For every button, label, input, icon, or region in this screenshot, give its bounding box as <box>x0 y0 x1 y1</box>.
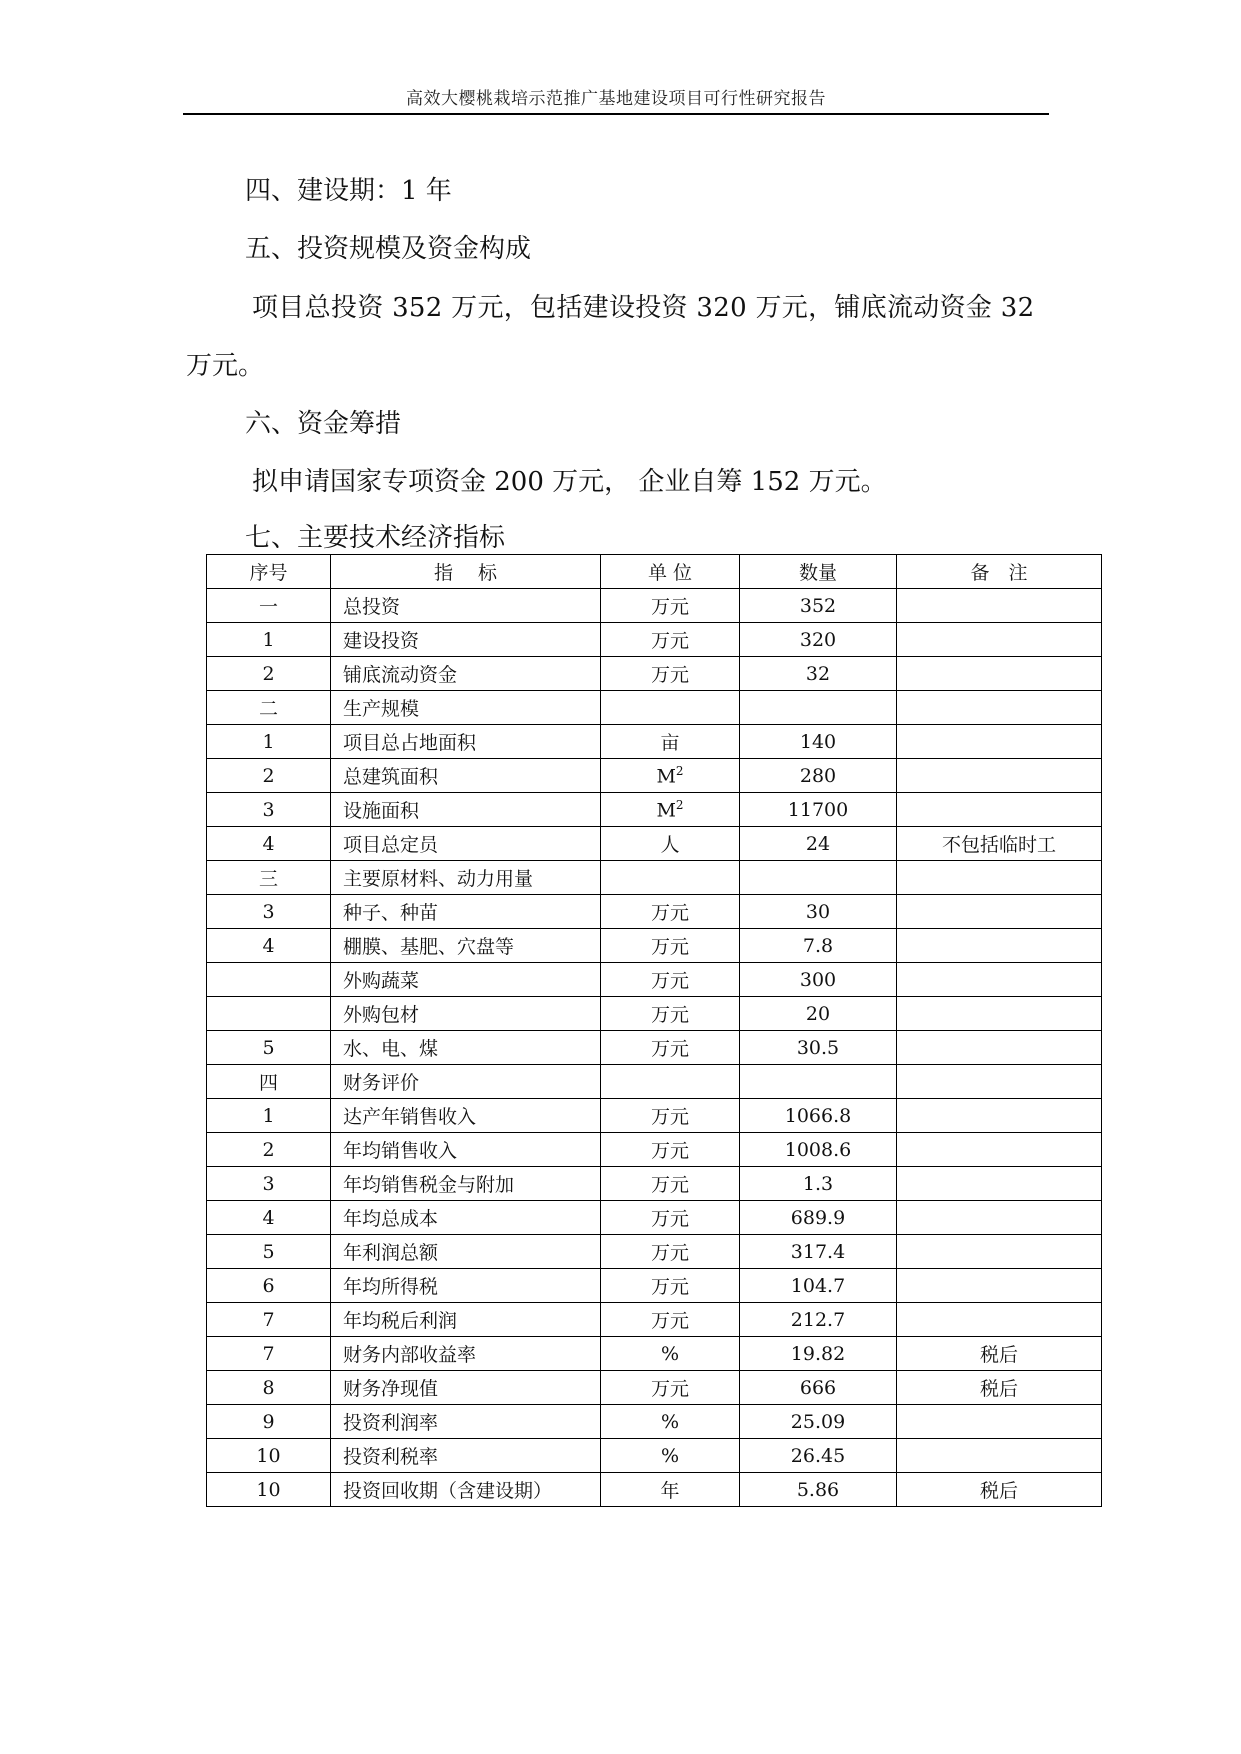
cell-serial <box>207 589 331 623</box>
table-row <box>207 1439 1102 1473</box>
cell-note <box>897 759 1102 793</box>
table-row <box>207 691 1102 725</box>
cell-unit-text: 万元 <box>650 902 689 924</box>
cell-unit <box>601 691 740 725</box>
cell-note <box>897 1235 1102 1269</box>
cell-quantity-text: 212.7 <box>790 1308 846 1331</box>
cell-indicator-text: 财务内部收益率 <box>343 1344 477 1366</box>
cell-indicator-text: 投资利税率 <box>343 1446 439 1468</box>
cell-serial-text: 9 <box>262 1410 275 1433</box>
cell-unit <box>601 1269 740 1303</box>
cell-quantity-text: 352 <box>799 594 837 617</box>
cell-indicator-text: 投资回收期（含建设期） <box>343 1480 553 1502</box>
cell-quantity-text: 26.45 <box>790 1444 846 1467</box>
cell-quantity <box>740 895 897 929</box>
cell-serial-text: 2 <box>262 1138 275 1161</box>
cell-indicator <box>331 759 601 793</box>
cell-serial-text: 4 <box>262 934 275 957</box>
cell-note <box>897 1031 1102 1065</box>
cell-serial <box>207 1099 331 1133</box>
cell-quantity-text: 104.7 <box>790 1274 846 1297</box>
table-row <box>207 861 1102 895</box>
cell-unit <box>601 623 740 657</box>
cell-quantity <box>740 929 897 963</box>
cell-quantity <box>740 793 897 827</box>
cell-serial <box>207 997 331 1031</box>
cell-serial-text: 一 <box>258 596 278 618</box>
cell-quantity-text: 689.9 <box>790 1206 846 1229</box>
cell-note <box>897 997 1102 1031</box>
cell-serial-text: 5 <box>262 1036 275 1059</box>
cell-unit <box>601 1235 740 1269</box>
cell-indicator <box>331 997 601 1031</box>
cell-quantity-text: 25.09 <box>790 1410 846 1433</box>
cell-unit-text: 万元 <box>650 1140 689 1162</box>
cell-quantity <box>740 963 897 997</box>
cell-serial-text: 4 <box>262 1206 275 1229</box>
cell-unit <box>601 929 740 963</box>
cell-quantity <box>740 1269 897 1303</box>
cell-quantity <box>740 1235 897 1269</box>
cell-indicator <box>331 1303 601 1337</box>
cell-serial <box>207 1269 331 1303</box>
cell-indicator <box>331 861 601 895</box>
cell-unit <box>601 1473 740 1507</box>
cell-unit-text: 万元 <box>650 1106 689 1128</box>
cell-serial <box>207 1439 331 1473</box>
cell-indicator-text: 年利润总额 <box>343 1242 439 1264</box>
table-row <box>207 997 1102 1031</box>
table-row <box>207 589 1102 623</box>
cell-indicator-text: 棚膜、基肥、穴盘等 <box>343 936 515 958</box>
cell-indicator <box>331 725 601 759</box>
cell-quantity-text: 7.8 <box>802 934 834 957</box>
cell-quantity <box>740 1371 897 1405</box>
cell-unit <box>601 895 740 929</box>
cell-serial-text: 10 <box>256 1444 281 1467</box>
header-indicator: 指 标 <box>331 555 601 589</box>
cell-serial <box>207 827 331 861</box>
cell-unit <box>601 1201 740 1235</box>
cell-unit-text: 万元 <box>650 1242 689 1264</box>
cell-quantity <box>740 1337 897 1371</box>
cell-unit <box>601 793 740 827</box>
cell-note-text: 税后 <box>979 1344 1018 1366</box>
cell-note-text: 不包括临时工 <box>941 834 1056 856</box>
cell-quantity-text: 5.86 <box>796 1478 840 1501</box>
cell-unit-text: % <box>660 1342 680 1365</box>
cell-serial <box>207 1201 331 1235</box>
cell-serial <box>207 657 331 691</box>
cell-quantity <box>740 1031 897 1065</box>
cell-quantity-text: 1008.6 <box>784 1138 852 1161</box>
cell-quantity-text: 666 <box>799 1376 837 1399</box>
cell-unit-text: 万元 <box>650 630 689 652</box>
cell-quantity <box>740 1065 897 1099</box>
cell-quantity-text: 24 <box>805 832 831 855</box>
cell-serial-text: 7 <box>262 1342 275 1365</box>
cell-indicator-text: 项目总定员 <box>343 834 439 856</box>
cell-unit <box>601 1439 740 1473</box>
cell-indicator <box>331 691 601 725</box>
cell-serial-text: 6 <box>262 1274 275 1297</box>
table-row <box>207 623 1102 657</box>
cell-indicator <box>331 1133 601 1167</box>
cell-unit-text: % <box>660 1410 680 1433</box>
cell-indicator-text: 财务评价 <box>343 1072 420 1094</box>
cell-note <box>897 1269 1102 1303</box>
cell-unit <box>601 1065 740 1099</box>
cell-indicator-text: 总投资 <box>343 596 401 618</box>
cell-quantity <box>740 1133 897 1167</box>
cell-indicator <box>331 1167 601 1201</box>
cell-unit-text: M <box>656 799 676 822</box>
cell-note <box>897 827 1102 861</box>
cell-unit-text: 万元 <box>650 1208 689 1230</box>
cell-serial <box>207 929 331 963</box>
cell-serial <box>207 1133 331 1167</box>
cell-indicator-text: 达产年销售收入 <box>343 1106 477 1128</box>
cell-indicator-text: 总建筑面积 <box>343 766 439 788</box>
cell-indicator <box>331 895 601 929</box>
cell-serial <box>207 963 331 997</box>
investment-paragraph-line1: 项目总投资 352 万元，包括建设投资 320 万元，铺底流动资金 32 <box>252 293 1035 323</box>
cell-unit <box>601 1371 740 1405</box>
cell-quantity-text: 30.5 <box>796 1036 840 1059</box>
cell-serial <box>207 1303 331 1337</box>
table-row <box>207 1133 1102 1167</box>
cell-quantity <box>740 1405 897 1439</box>
cell-indicator <box>331 793 601 827</box>
cell-serial-text: 3 <box>262 1172 275 1195</box>
table-row <box>207 895 1102 929</box>
cell-unit-text: 万元 <box>650 596 689 618</box>
header-serial: 序号 <box>207 555 331 589</box>
cell-note <box>897 1473 1102 1507</box>
running-header: 高效大樱桃栽培示范推广基地建设项目可行性研究报告 <box>406 89 826 109</box>
cell-indicator-text: 铺底流动资金 <box>343 664 458 686</box>
cell-indicator <box>331 827 601 861</box>
cell-note <box>897 861 1102 895</box>
funding-paragraph: 拟申请国家专项资金 200 万元， 企业自筹 152 万元。 <box>252 467 887 497</box>
cell-unit-text: 万元 <box>650 1174 689 1196</box>
cell-indicator-text: 年均销售收入 <box>343 1140 458 1162</box>
cell-note <box>897 725 1102 759</box>
cell-serial <box>207 861 331 895</box>
cell-quantity-text: 30 <box>805 900 831 923</box>
cell-quantity <box>740 1303 897 1337</box>
cell-indicator-text: 设施面积 <box>343 800 420 822</box>
cell-serial <box>207 691 331 725</box>
cell-quantity-text: 300 <box>799 968 837 991</box>
cell-note <box>897 1099 1102 1133</box>
cell-serial <box>207 759 331 793</box>
cell-note <box>897 1167 1102 1201</box>
cell-indicator-text: 年均税后利润 <box>343 1310 458 1332</box>
table-row <box>207 963 1102 997</box>
cell-quantity <box>740 1473 897 1507</box>
cell-quantity <box>740 861 897 895</box>
cell-unit <box>601 1133 740 1167</box>
table-row <box>207 1201 1102 1235</box>
cell-unit <box>601 1031 740 1065</box>
cell-quantity <box>740 1167 897 1201</box>
section-indicators-title: 七、主要技术经济指标 <box>245 523 506 553</box>
table-row <box>207 793 1102 827</box>
cell-quantity <box>740 691 897 725</box>
cell-unit <box>601 1405 740 1439</box>
cell-note <box>897 895 1102 929</box>
cell-serial <box>207 1371 331 1405</box>
cell-serial-text: 2 <box>262 764 275 787</box>
table-row <box>207 1235 1102 1269</box>
cell-note <box>897 793 1102 827</box>
cell-indicator <box>331 1473 601 1507</box>
cell-note <box>897 1303 1102 1337</box>
cell-indicator-text: 建设投资 <box>343 630 420 652</box>
cell-serial <box>207 1337 331 1371</box>
cell-serial <box>207 1065 331 1099</box>
cell-unit-text: 亩 <box>660 732 680 754</box>
cell-unit <box>601 657 740 691</box>
section-investment-title: 五、投资规模及资金构成 <box>245 234 532 264</box>
cell-indicator <box>331 1371 601 1405</box>
header-unit: 单 位 <box>601 555 740 589</box>
cell-indicator-text: 年均总成本 <box>343 1208 439 1230</box>
cell-serial-text: 四 <box>258 1072 278 1094</box>
cell-quantity-text: 140 <box>799 730 837 753</box>
cell-unit <box>601 997 740 1031</box>
table-header-row <box>207 555 1102 589</box>
cell-serial <box>207 1235 331 1269</box>
cell-serial <box>207 623 331 657</box>
investment-paragraph-line2: 万元。 <box>186 351 265 381</box>
table-row <box>207 1337 1102 1371</box>
cell-quantity <box>740 589 897 623</box>
cell-quantity-text: 19.82 <box>790 1342 846 1365</box>
cell-indicator-text: 年均销售税金与附加 <box>343 1174 515 1196</box>
section-construction-period: 四、建设期：1 年 <box>245 176 452 206</box>
table-row <box>207 1371 1102 1405</box>
cell-unit-text: 万元 <box>650 936 689 958</box>
cell-serial <box>207 895 331 929</box>
cell-quantity-text: 11700 <box>787 798 849 821</box>
cell-quantity <box>740 725 897 759</box>
cell-serial <box>207 1031 331 1065</box>
cell-serial <box>207 1167 331 1201</box>
cell-indicator-text: 投资利润率 <box>343 1412 439 1434</box>
header-quantity: 数量 <box>740 555 897 589</box>
cell-unit <box>601 1099 740 1133</box>
table-row <box>207 1473 1102 1507</box>
cell-quantity-text: 320 <box>799 628 837 651</box>
cell-serial-text: 10 <box>256 1478 281 1501</box>
cell-unit <box>601 759 740 793</box>
cell-indicator <box>331 1065 601 1099</box>
cell-indicator <box>331 589 601 623</box>
cell-indicator <box>331 963 601 997</box>
cell-quantity <box>740 759 897 793</box>
table-row <box>207 1269 1102 1303</box>
cell-note <box>897 963 1102 997</box>
cell-indicator <box>331 657 601 691</box>
cell-quantity-text: 1066.8 <box>784 1104 852 1127</box>
cell-indicator-text: 生产规模 <box>343 698 420 720</box>
cell-quantity <box>740 623 897 657</box>
cell-quantity <box>740 657 897 691</box>
cell-unit <box>601 1337 740 1371</box>
cell-quantity <box>740 1099 897 1133</box>
table-row <box>207 1099 1102 1133</box>
cell-serial-text: 1 <box>262 730 275 753</box>
cell-note <box>897 691 1102 725</box>
cell-indicator <box>331 1031 601 1065</box>
cell-note <box>897 1201 1102 1235</box>
header-note: 备 注 <box>897 555 1102 589</box>
cell-indicator <box>331 929 601 963</box>
cell-indicator <box>331 1269 601 1303</box>
cell-unit-text: 万元 <box>650 1310 689 1332</box>
cell-serial-text: 3 <box>262 798 275 821</box>
cell-serial-text: 8 <box>262 1376 275 1399</box>
cell-indicator <box>331 1405 601 1439</box>
cell-serial-text: 5 <box>262 1240 275 1263</box>
cell-unit <box>601 963 740 997</box>
section-funding-title: 六、资金筹措 <box>245 409 402 439</box>
cell-unit-text: 万元 <box>650 664 689 686</box>
cell-indicator-text: 外购蔬菜 <box>343 970 420 992</box>
cell-unit-text: M <box>656 765 676 788</box>
cell-unit <box>601 861 740 895</box>
cell-note <box>897 623 1102 657</box>
cell-serial-text: 三 <box>258 868 278 890</box>
cell-note-text: 税后 <box>979 1480 1018 1502</box>
cell-note <box>897 1405 1102 1439</box>
cell-serial-text: 7 <box>262 1308 275 1331</box>
cell-indicator <box>331 1235 601 1269</box>
cell-quantity-text: 1.3 <box>802 1172 834 1195</box>
cell-quantity <box>740 1439 897 1473</box>
cell-serial-text: 2 <box>262 662 275 685</box>
cell-unit-text: 万元 <box>650 1378 689 1400</box>
table-row <box>207 725 1102 759</box>
cell-unit-text: 万元 <box>650 1038 689 1060</box>
cell-unit <box>601 1167 740 1201</box>
cell-quantity <box>740 827 897 861</box>
cell-serial <box>207 725 331 759</box>
table-row <box>207 1405 1102 1439</box>
cell-indicator <box>331 1201 601 1235</box>
cell-unit-text: 万元 <box>650 970 689 992</box>
table-row <box>207 1303 1102 1337</box>
unit-superscript: 2 <box>675 763 684 778</box>
table-row <box>207 759 1102 793</box>
cell-serial-text: 1 <box>262 628 275 651</box>
cell-serial <box>207 793 331 827</box>
cell-serial-text: 4 <box>262 832 275 855</box>
cell-quantity-text: 32 <box>805 662 831 685</box>
cell-note <box>897 1337 1102 1371</box>
indicators-table <box>206 554 1102 1507</box>
cell-indicator-text: 年均所得税 <box>343 1276 439 1298</box>
cell-unit-text: 万元 <box>650 1276 689 1298</box>
cell-indicator <box>331 1099 601 1133</box>
cell-indicator <box>331 1337 601 1371</box>
cell-note <box>897 1439 1102 1473</box>
cell-note <box>897 1371 1102 1405</box>
cell-indicator-text: 水、电、煤 <box>343 1038 439 1060</box>
cell-note <box>897 657 1102 691</box>
table-row <box>207 929 1102 963</box>
table-body <box>207 589 1102 1507</box>
cell-note <box>897 589 1102 623</box>
cell-serial <box>207 1405 331 1439</box>
cell-unit <box>601 725 740 759</box>
cell-unit <box>601 1303 740 1337</box>
cell-quantity <box>740 1201 897 1235</box>
cell-serial-text: 1 <box>262 1104 275 1127</box>
header-rule <box>183 113 1049 115</box>
cell-note <box>897 1065 1102 1099</box>
cell-note-text: 税后 <box>979 1378 1018 1400</box>
cell-indicator <box>331 623 601 657</box>
cell-indicator <box>331 1439 601 1473</box>
cell-quantity-text: 20 <box>805 1002 831 1025</box>
cell-unit-text: 万元 <box>650 1004 689 1026</box>
cell-quantity-text: 280 <box>799 764 837 787</box>
cell-indicator-text: 外购包材 <box>343 1004 420 1026</box>
table-row <box>207 1167 1102 1201</box>
cell-unit-text: 人 <box>660 834 680 856</box>
cell-unit-text: 年 <box>660 1480 680 1502</box>
cell-note <box>897 1133 1102 1167</box>
table-row <box>207 827 1102 861</box>
cell-serial <box>207 1473 331 1507</box>
cell-note <box>897 929 1102 963</box>
cell-indicator-text: 项目总占地面积 <box>343 732 477 754</box>
cell-indicator-text: 财务净现值 <box>343 1378 439 1400</box>
cell-quantity-text: 317.4 <box>790 1240 846 1263</box>
table-row <box>207 1031 1102 1065</box>
cell-serial-text: 二 <box>258 698 278 720</box>
cell-unit <box>601 827 740 861</box>
table-row <box>207 1065 1102 1099</box>
table-row <box>207 657 1102 691</box>
cell-quantity <box>740 997 897 1031</box>
cell-indicator-text: 种子、种苗 <box>343 902 439 924</box>
cell-unit-text: % <box>660 1444 680 1467</box>
cell-serial-text: 3 <box>262 900 275 923</box>
unit-superscript: 2 <box>675 797 684 812</box>
cell-unit <box>601 589 740 623</box>
cell-indicator-text: 主要原材料、动力用量 <box>343 868 534 890</box>
